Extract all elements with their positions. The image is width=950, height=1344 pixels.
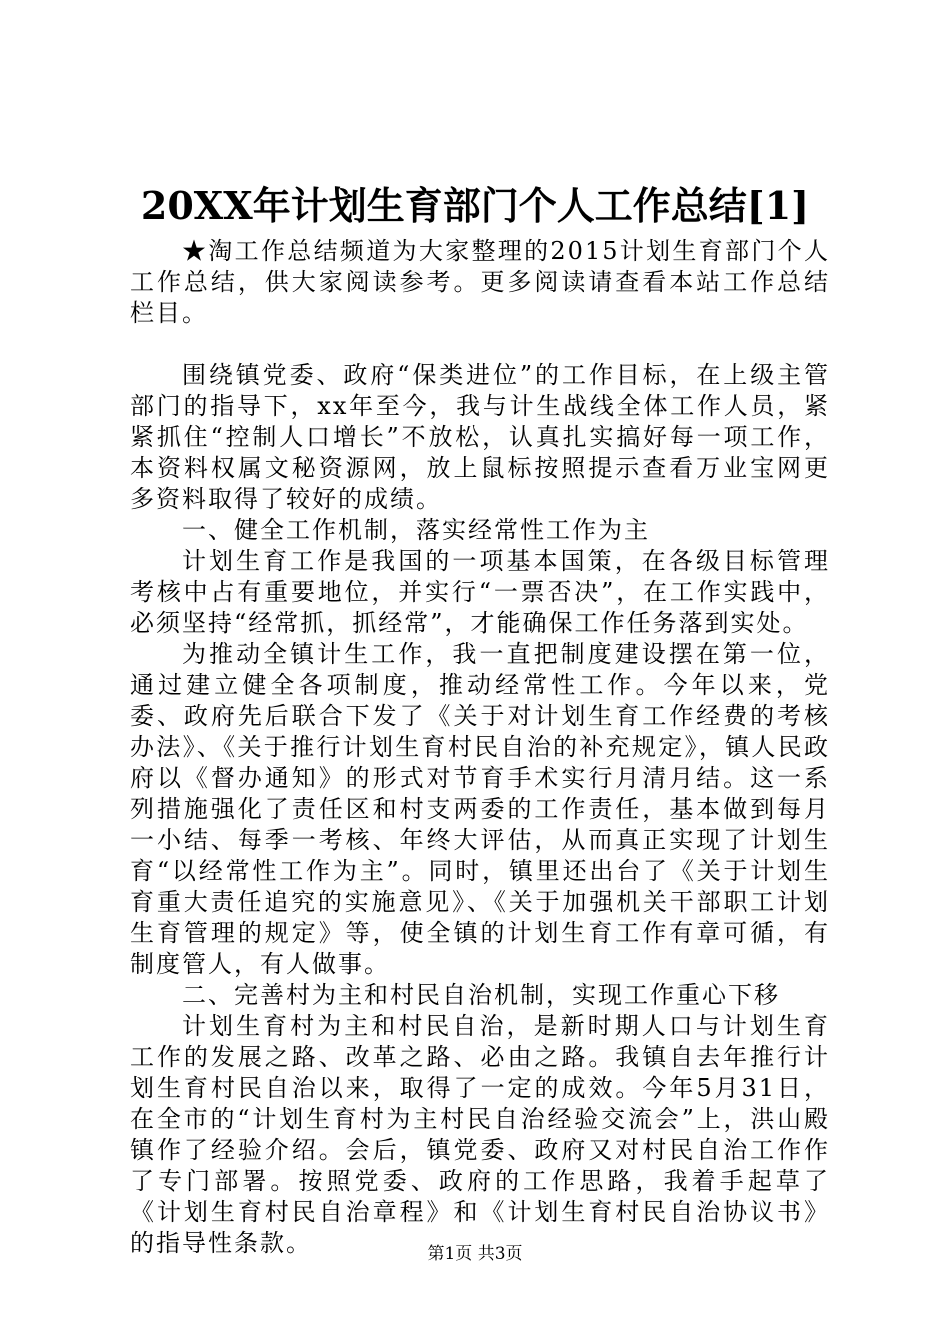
page-number-footer: 第1页 共3页	[427, 1244, 523, 1264]
body-paragraph: 计划生育村为主和村民自治，是新时期人口与计划生育工作的发展之路、改革之路、必由之路。我镇自去年推行计划生育村民自治以来，取得了一定的成效。今年5月31日，在全市的“计划生育村为主村民自治经验交流会”上，洪山殿镇作了经验介绍。会后，镇党委、政府又对村民自治工作作了专门部署。按照党委、政府的工作思路，我着手起草了《计划生育村民自治章程》和《计划生育村民自治协议书》的指导性条款。	[130, 1012, 830, 1257]
section-heading: 一、健全工作机制，落实经常性工作为主	[182, 516, 650, 544]
body-paragraph: 为推动全镇计生工作，我一直把制度建设摆在第一位，通过建立健全各项制度，推动经常性工作。今年以来，党委、政府先后联合下发了《关于对计划生育工作经费的考核办法》、《关于推行计划生育村民自治的补充规定》，镇人民政府以《督办通知》的形式对节育手术实行月清月结。这一系列措施强化了责任区和村支两委的工作责任，基本做到每月一小结、每季一考核、年终大评估，从而真正实现了计划生育“以经常性工作为主”。同时，镇里还出台了《关于计划生育重大责任追究的实施意见》、《关于加强机关干部职工计划生育管理的规定》等，使全镇的计划生育工作有章可循，有制度管人，有人做事。	[130, 640, 830, 978]
intro-paragraph: ★淘工作总结频道为大家整理的2015计划生育部门个人工作总结，供大家阅读参考。更多阅读请查看本站工作总结栏目。	[130, 237, 830, 327]
document-body	[130, 236, 830, 1259]
section-heading: 二、完善村为主和村民自治机制，实现工作重心下移	[182, 981, 780, 1009]
body-paragraph: 围绕镇党委、政府“保类进位”的工作目标，在上级主管部门的指导下，xx年至今，我与计生战线全体工作人员，紧紧抓住“控制人口增长”不放松，认真扎实搞好每一项工作，本资料权属文秘资源网，放上鼠标按照提示查看万业宝网更多资料取得了较好的成绩。	[130, 361, 830, 513]
document-title: 20XX年计划生育部门个人工作总结[1]	[140, 183, 810, 228]
body-paragraph: 计划生育工作是我国的一项基本国策，在各级目标管理考核中占有重要地位，并实行“一票否决”，在工作实践中，必须坚持“经常抓，抓经常”，才能确保工作任务落到实处。	[130, 547, 830, 637]
